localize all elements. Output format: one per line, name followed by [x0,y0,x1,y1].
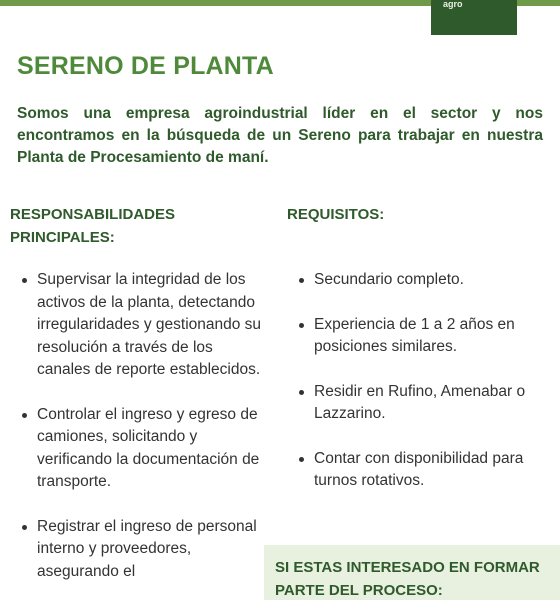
apply-callout-text: SI ESTAS INTERESADO EN FORMAR PARTE DEL PROCESO: [275,559,540,599]
requirements-list [296,269,556,515]
responsibilities-list [19,269,269,605]
requirement-item: Residir en Rufino, Amenabar o Lazzarino. [296,381,556,426]
responsibility-item: Registrar el ingreso de personal interno y proveedores, asegurando el [19,516,269,584]
logo-text: agro [443,0,463,9]
requirement-item: Contar con disponibilidad para turnos rotativos. [296,448,556,493]
responsibilities-heading: RESPONSABILIDADES PRINCIPALES: [10,206,176,246]
requirement-item: Experiencia de 1 a 2 años en posiciones similares. [296,314,556,359]
responsibility-item: Controlar el ingreso y egreso de camiones, solicitando y verificando la documentación de transporte. [19,404,269,494]
responsibility-item: Supervisar la integridad de los activos de la planta, detectando irregularidades y gestionando su resolución a través de los canales de reporte establecidos. [19,269,269,382]
intro-paragraph: Somos una empresa agroindustrial líder en el sector y nos encontramos en la búsqueda de un Sereno para trabajar en nuestra Planta de Procesamiento de maní. [17,105,543,166]
requirement-item: Secundario completo. [296,269,556,292]
job-title: SERENO DE PLANTA [17,52,274,80]
requirements-heading: REQUISITOS: [287,206,385,223]
company-logo [431,0,517,35]
apply-callout [264,545,560,600]
